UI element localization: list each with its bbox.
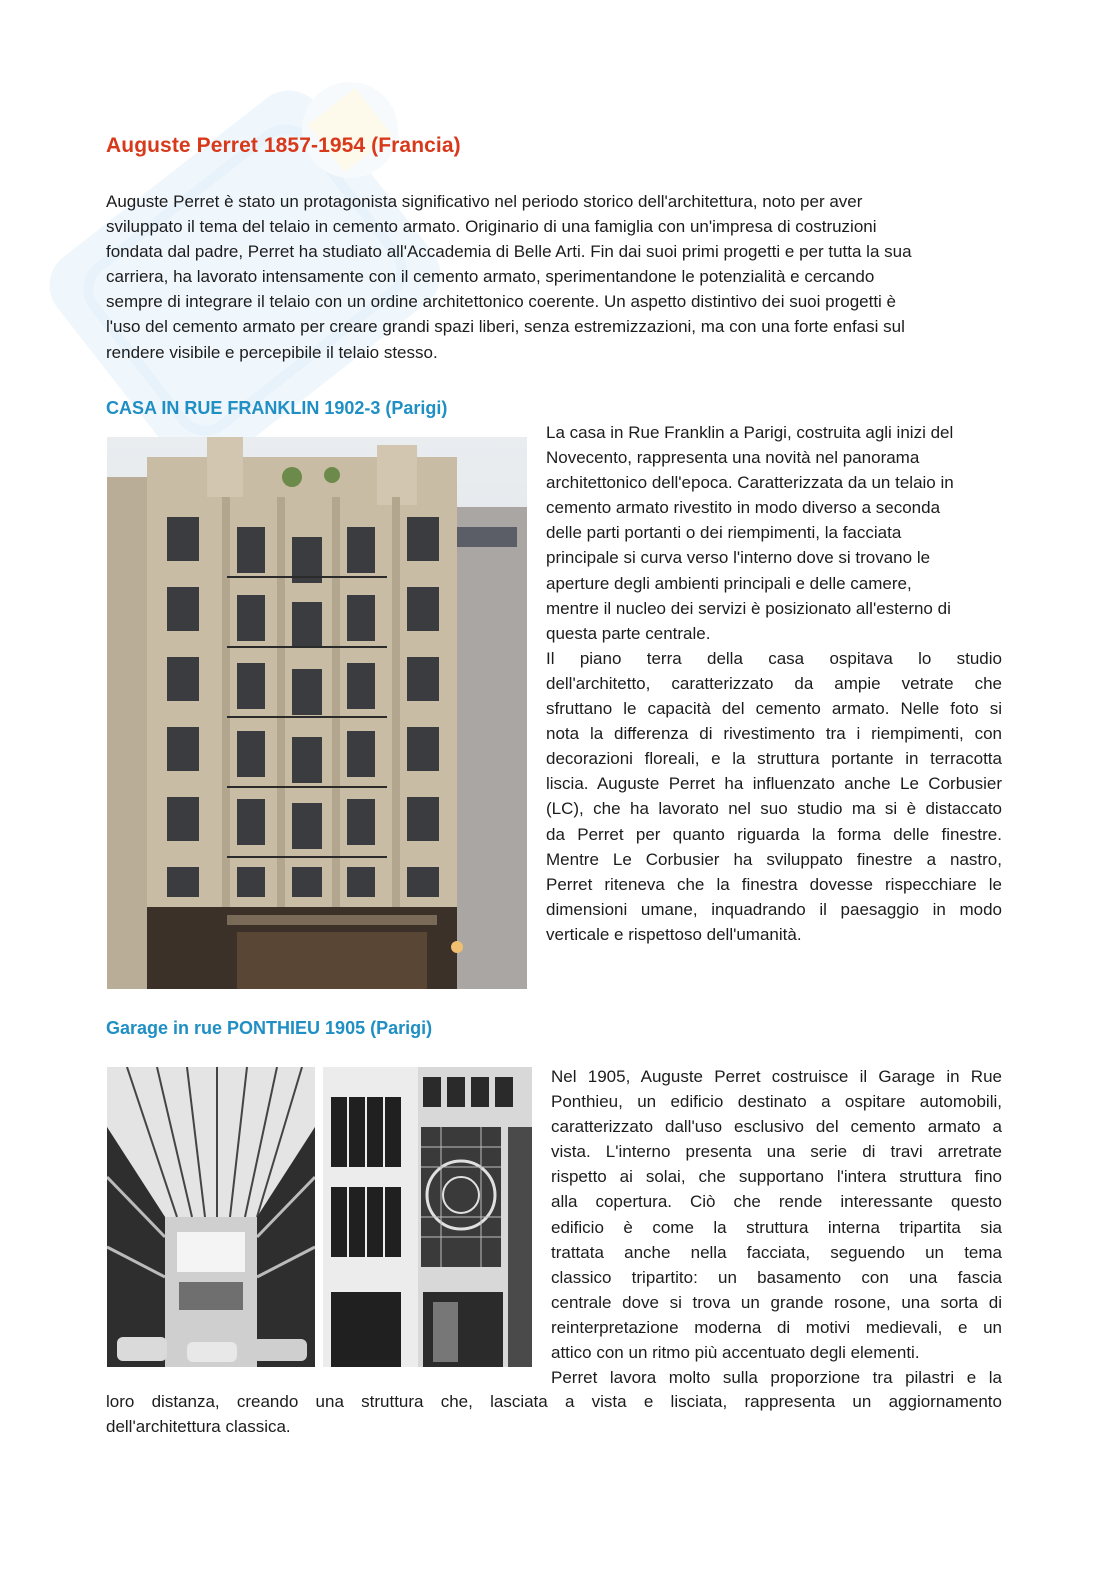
garage-line: alla copertura. Ciò che rende interessante questo — [551, 1192, 1002, 1212]
franklin-line: Il piano terra della casa ospitava lo studio — [546, 648, 1002, 668]
franklin-line: architettonico dell'epoca. Caratterizzata da un telaio in — [546, 473, 954, 493]
garage-line: Ponthieu, un edificio destinato a ospitare automobili, — [551, 1092, 1002, 1112]
franklin-line: delle parti portanti o dei riempimenti, la facciata — [546, 523, 902, 543]
franklin-paragraph — [546, 420, 1002, 947]
intro-line: l'uso del cemento armato per creare grandi spazi liberi, senza estremizzazioni, ma con una forte enfasi sul — [106, 317, 905, 337]
franklin-line: verticale e rispettoso dell'umanità. — [546, 924, 802, 944]
garage-line: centrale dove si trova un grande rosone, una sorta di — [551, 1292, 1002, 1312]
page-title: Auguste Perret 1857-1954 (Francia) — [106, 134, 461, 157]
intro-paragraph — [106, 189, 1002, 365]
franklin-line: cemento armato rivestito in modo diverso a seconda — [546, 498, 941, 518]
photo-garage-facade — [323, 1067, 532, 1367]
intro-line: rendere visibile e percepibile il telaio stesso. — [106, 342, 438, 362]
franklin-line: (LC), che ha lavorato nel suo studio ma si è distaccato — [546, 799, 1002, 819]
franklin-line: sfruttano le capacità del cemento armato. Nelle foto si — [546, 699, 1002, 719]
franklin-line: mentre il nucleo dei servizi è posizionato all'esterno di — [546, 598, 951, 618]
intro-line: sempre di integrare il telaio con un ordine architettonico coerente. Un aspetto distintivo dei suoi progetti è — [106, 292, 897, 312]
garage-tail-line: loro distanza, creando una struttura che, lasciata a vista e lisciata, rappresenta un aggiornamento — [106, 1392, 1002, 1411]
franklin-line: liscia. Auguste Perret ha influenzato anche Le Corbusier — [546, 774, 1002, 794]
section-heading-franklin: CASA IN RUE FRANKLIN 1902-3 (Parigi) — [106, 398, 448, 418]
franklin-line: dell'architetto, caratterizzato da ampie vetrate che — [546, 673, 1002, 693]
garage-paragraph-tail — [106, 1389, 1002, 1439]
garage-line: Nel 1905, Auguste Perret costruisce il Garage in Rue — [551, 1067, 1002, 1086]
garage-line: trattata anche nella facciata, seguendo un tema — [551, 1242, 1002, 1262]
franklin-line: principale si curva verso l'interno dove si trovano le — [546, 548, 931, 568]
intro-line: Auguste Perret è stato un protagonista significativo nel periodo storico dell'architettura, noto per aver — [106, 192, 863, 211]
garage-line: reinterpretazione moderna di motivi medievali, e un — [551, 1317, 1002, 1337]
intro-line: carriera, ha lavorato intensamente con il cemento armato, sperimentandone le potenzialità e cercando — [106, 267, 875, 287]
franklin-line: Perret riteneva che la finestra dovesse rispecchiare le — [546, 874, 1002, 894]
garage-line: edificio è come la struttura interna tripartita sia — [551, 1217, 1002, 1237]
intro-line: fondata dal padre, Perret ha studiato all'Accademia di Belle Arti. Fin dai suoi primi progetti e per tutta la sua — [106, 242, 912, 262]
franklin-line: dimensioni umane, inquadrando il paesaggio in modo — [546, 899, 1002, 919]
garage-line: vista. L'interno presenta una serie di travi arretrate — [551, 1142, 1002, 1162]
garage-tail-line: dell'architettura classica. — [106, 1417, 291, 1437]
garage-line: classico tripartito: un basamento con una fascia — [551, 1267, 1002, 1287]
garage-line: Perret lavora molto sulla proporzione tra pilastri e la — [551, 1368, 1002, 1388]
garage-line: rispetto ai solai, che supportano l'intera struttura fino — [551, 1167, 1002, 1187]
section-heading-garage: Garage in rue PONTHIEU 1905 (Parigi) — [106, 1018, 433, 1038]
franklin-line: La casa in Rue Franklin a Parigi, costruita agli inizi del — [546, 423, 954, 442]
garage-line: caratterizzato dall'uso esclusivo del cemento armato a — [551, 1117, 1002, 1137]
garage-line: attico con un ritmo più accentuato degli elementi. — [551, 1343, 920, 1363]
garage-paragraph — [551, 1064, 1002, 1390]
franklin-line: Novecento, rappresenta una novità nel panorama — [546, 448, 920, 468]
franklin-line: aperture degli ambienti principali e delle camere, — [546, 573, 912, 593]
intro-line: sviluppato il tema del telaio in cemento armato. Originario di una famiglia con un'impresa di costruzioni — [106, 217, 877, 237]
franklin-line: decorazioni floreali, e la struttura portante in terracotta — [546, 749, 1002, 769]
franklin-line: nota la differenza di rivestimento tra i riempimenti, con — [546, 724, 1002, 744]
photo-rue-franklin — [107, 437, 527, 989]
franklin-line: questa parte centrale. — [546, 623, 711, 643]
photo-garage-interior — [107, 1067, 315, 1367]
franklin-line: da Perret per quanto riguarda la forma delle finestre. — [546, 824, 1002, 844]
franklin-line: Mentre Le Corbusier ha sviluppato finestre a nastro, — [546, 849, 1002, 869]
